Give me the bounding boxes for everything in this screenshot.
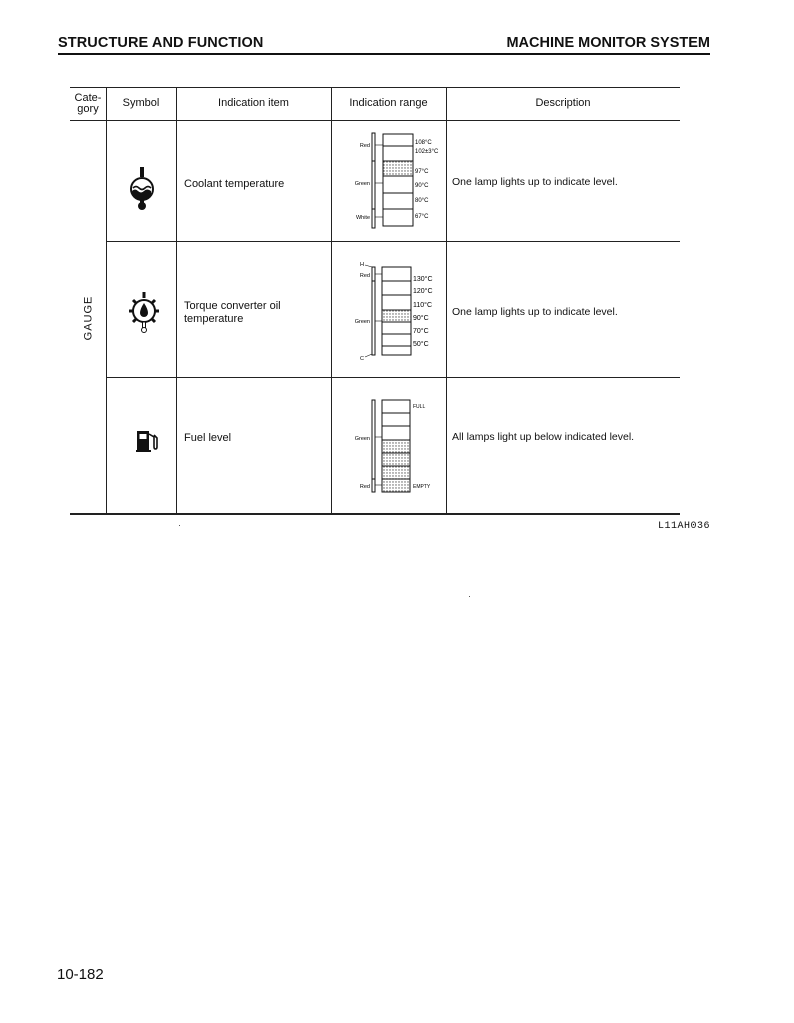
coolant-temperature-description: One lamp lights up to indicate level. [452, 176, 618, 188]
gauge-color-label: Green [354, 436, 370, 442]
table-bottom-rule [70, 513, 680, 515]
figure-code: L11AH036 [657, 521, 710, 532]
row-divider [106, 377, 680, 378]
gauge-level-label: 110°C [413, 302, 433, 309]
torque-converter-description: One lamp lights up to indicate level. [452, 306, 618, 318]
fuel-level-item: Fuel level [184, 432, 232, 444]
coolant-temperature-range-gauge [332, 131, 446, 231]
gauge-color-label: Red [359, 273, 370, 279]
fuel-pump-icon [136, 428, 158, 452]
gauge-level-label: 50°C [413, 341, 429, 348]
torque-converter-range-gauge [332, 259, 446, 365]
category-header-line1: Cate- [74, 91, 102, 104]
table-header-rule [70, 120, 680, 121]
gauge-level-label: 90°C [413, 315, 429, 322]
gauge-color-label: Green [354, 319, 370, 325]
fuel-level-description: All lamps light up below indicated level. [452, 431, 635, 443]
column-divider [446, 87, 447, 514]
coolant-temperature-item: Coolant temperature [184, 178, 285, 190]
gauge-level-label: 80°C [415, 198, 429, 204]
page-number: 10-182 [57, 966, 104, 983]
gauge-level-label: 130°C [413, 276, 433, 283]
gauge-color-label: Red [359, 143, 370, 149]
chapter-title: MACHINE MONITOR SYSTEM [506, 35, 710, 51]
category-header-line2: gory [77, 102, 99, 115]
gauge-color-label: White [355, 215, 370, 221]
scan-speck [469, 596, 470, 597]
item-header: Indication item [218, 97, 289, 109]
torque-converter-oil-temperature-icon [128, 290, 160, 334]
gauge-level-label: 70°C [413, 328, 429, 335]
coolant-temperature-icon [128, 167, 156, 211]
gauge-level-label: EMPTY [413, 484, 431, 490]
symbol-header: Symbol [122, 97, 160, 109]
scan-speck [179, 525, 180, 526]
gauge-level-label: 90°C [415, 183, 429, 189]
torque-converter-item-line2: temperature [184, 313, 244, 325]
row-divider [106, 241, 680, 242]
gauge-level-label: 97°C [415, 169, 429, 175]
gauge-level-label: 67°C [415, 214, 429, 220]
gauge-top-label: H [360, 262, 364, 268]
gauge-level-label: 120°C [413, 288, 433, 295]
header-rule [58, 53, 710, 55]
description-header: Description [535, 97, 591, 109]
column-divider [176, 87, 177, 514]
monitor-gauge-table [70, 87, 680, 514]
gauge-color-label: Red [359, 484, 370, 490]
gauge-level-label: 108°C [415, 140, 432, 146]
torque-converter-item-line1: Torque converter oil [184, 300, 281, 312]
category-gauge-text: GAUGE [82, 295, 95, 340]
fuel-level-range-gauge [332, 397, 446, 497]
category-header [70, 87, 106, 120]
gauge-level-label: 102±3°C [415, 149, 439, 155]
gauge-level-label: FULL [413, 404, 426, 410]
gauge-color-label: Green [354, 181, 370, 187]
torque-converter-item [184, 300, 281, 326]
range-header: Indication range [349, 97, 428, 109]
page-header [58, 35, 710, 53]
column-divider [106, 87, 107, 514]
gauge-bottom-label: C [360, 356, 364, 362]
category-label [70, 121, 106, 514]
section-title: STRUCTURE AND FUNCTION [58, 35, 264, 51]
